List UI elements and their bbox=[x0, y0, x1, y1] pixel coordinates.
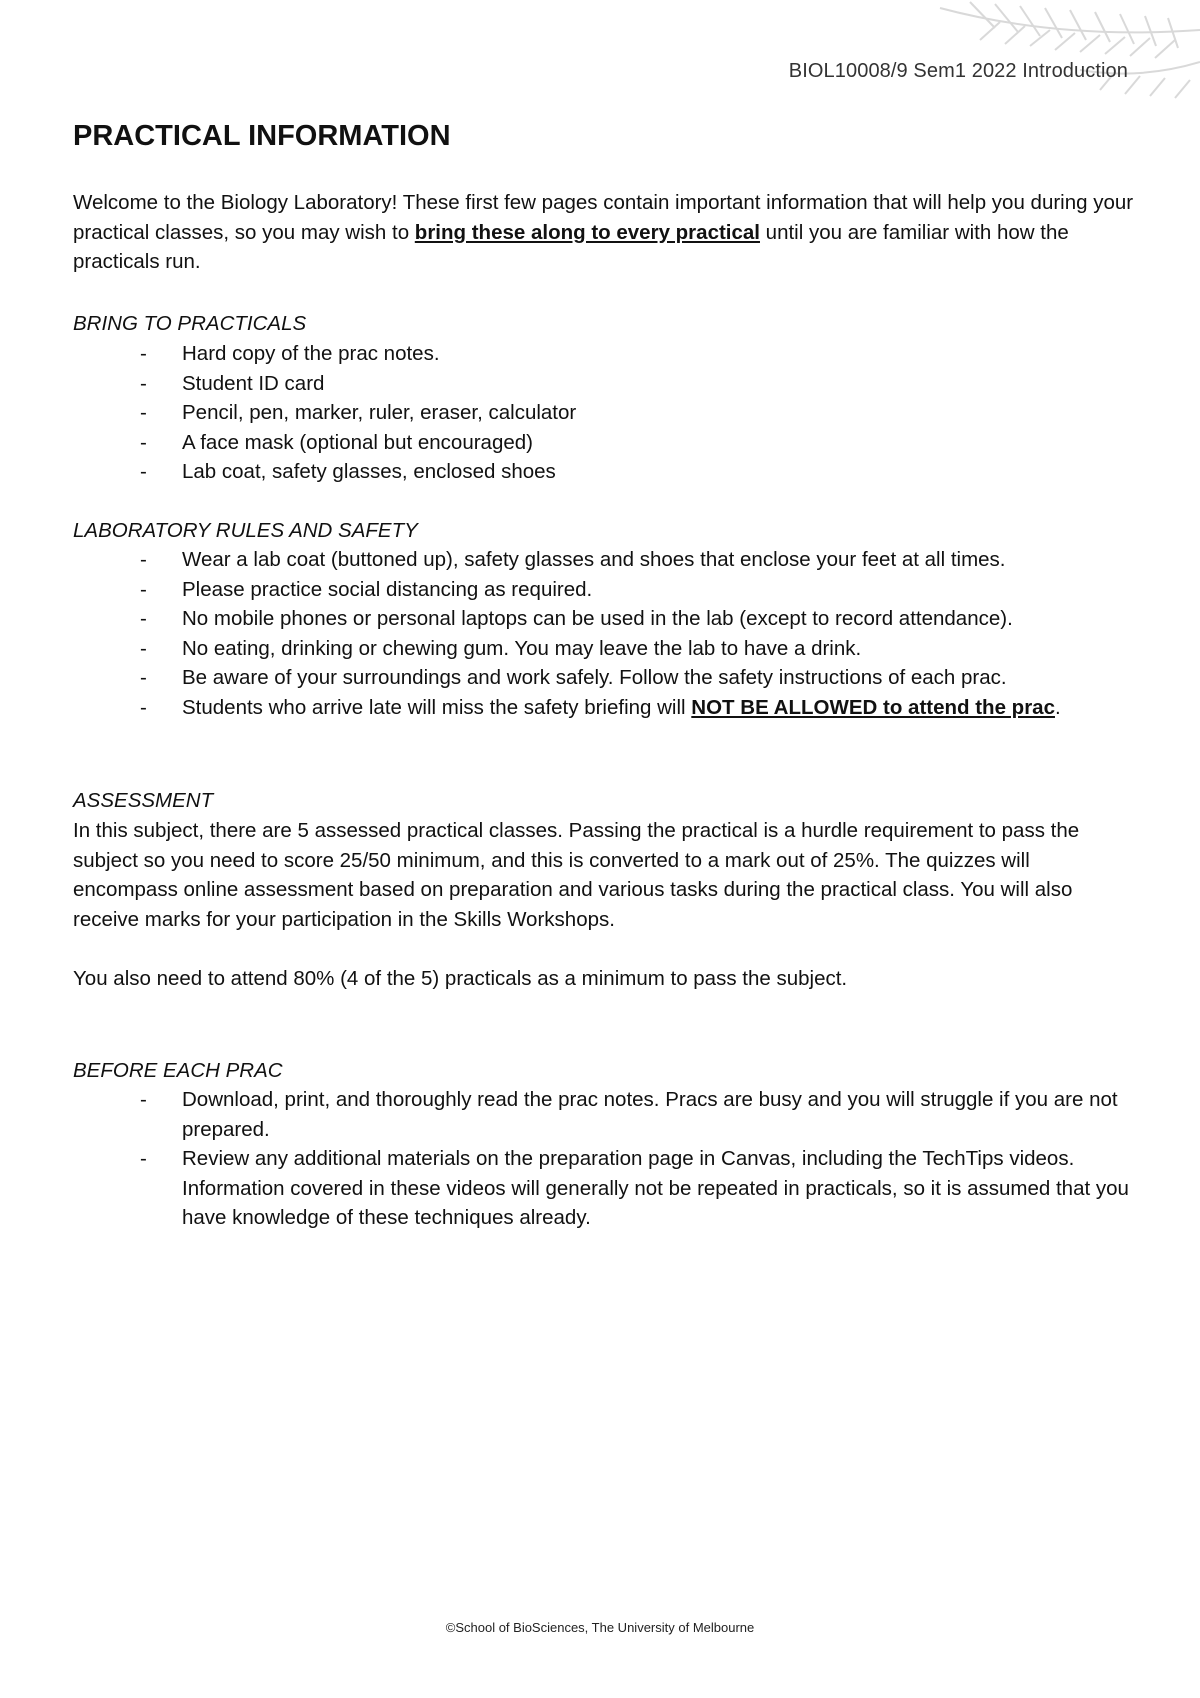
list-item-text-end: . bbox=[1054, 695, 1061, 719]
dash-bullet: - bbox=[140, 401, 147, 424]
list-item bbox=[140, 428, 1140, 458]
list-item-text: Review any additional materials on the preparation page in Canvas, including the TechTips videos. Information covered in these videos will generally not be repeated in practicals, so it is assumed that you have knowledge of these techniques already. bbox=[182, 1147, 1129, 1229]
bring-list bbox=[140, 339, 1140, 487]
dash-bullet: - bbox=[140, 607, 147, 630]
dash-bullet: - bbox=[140, 548, 147, 571]
dash-bullet: - bbox=[140, 371, 147, 395]
list-item bbox=[140, 369, 1140, 399]
section-heading-bring: BRING TO PRACTICALS bbox=[73, 312, 307, 335]
list-item bbox=[140, 1144, 1140, 1233]
assessment-paragraph: In this subject, there are 5 assessed practical classes. Passing the practical is a hurdle requirement to pass the subject so you need to score 25/50 minimum, and this is converted to a mark out of 25%. The quizzes will encompass online assessment based on preparation and various tasks during the practical class. You will also receive marks for your participation in the Skills Workshops. bbox=[73, 819, 1080, 931]
dash-bullet: - bbox=[140, 430, 147, 454]
list-item bbox=[140, 545, 1140, 575]
dash-bullet: - bbox=[140, 342, 147, 365]
list-item bbox=[140, 398, 1140, 428]
course-reference-header: BIOL10008/9 Sem1 2022 Introduction bbox=[788, 60, 1128, 82]
list-item-text: Lab coat, safety glasses, enclosed shoes bbox=[182, 460, 556, 483]
list-item-text: Download, print, and thoroughly read the prac notes. Pracs are busy and you will struggle if you are not prepared. bbox=[182, 1088, 1118, 1141]
section-heading-before: BEFORE EACH PRAC bbox=[73, 1059, 283, 1082]
before-list bbox=[140, 1085, 1140, 1233]
list-item bbox=[140, 457, 1140, 487]
dash-bullet: - bbox=[140, 460, 147, 483]
list-item bbox=[140, 575, 1140, 605]
list-item-text: A face mask (optional but encouraged) bbox=[182, 430, 533, 454]
dash-bullet: - bbox=[140, 577, 147, 601]
section-heading-assessment: ASSESSMENT bbox=[73, 789, 214, 812]
page-title: PRACTICAL INFORMATION bbox=[73, 120, 451, 152]
list-item-text: Pencil, pen, marker, ruler, eraser, calculator bbox=[182, 401, 577, 424]
list-item bbox=[140, 634, 1140, 664]
intro-text-end: until you are familiar with how the practicals run. bbox=[73, 220, 1069, 273]
dash-bullet: - bbox=[140, 666, 147, 689]
list-item bbox=[140, 604, 1140, 634]
list-item-text: No eating, drinking or chewing gum. You may leave the lab to have a drink. bbox=[182, 636, 862, 660]
palm-leaf-decoration bbox=[900, 0, 1200, 110]
intro-paragraph bbox=[73, 188, 1135, 277]
attendance-paragraph: You also need to attend 80% (4 of the 5) practicals as a minimum to pass the subject. bbox=[73, 967, 848, 990]
intro-text-start: Welcome to the Biology Laboratory! These first few pages contain important information that will help you during your practical classes, so you may wish to bbox=[73, 191, 1134, 244]
rules-list bbox=[140, 545, 1140, 722]
list-item-text: Hard copy of the prac notes. bbox=[182, 342, 440, 365]
list-item bbox=[140, 1085, 1140, 1144]
list-item bbox=[140, 693, 1140, 723]
list-item bbox=[140, 663, 1140, 693]
intro-emphasis: bring these along to every practical bbox=[414, 220, 760, 244]
list-item bbox=[140, 339, 1140, 369]
list-item-text: Wear a lab coat (buttoned up), safety glasses and shoes that enclose your feet at all times. bbox=[182, 548, 1006, 571]
list-item-text: Students who arrive late will miss the safety briefing will bbox=[182, 695, 692, 719]
list-item-text: Be aware of your surroundings and work safely. Follow the safety instructions of each prac. bbox=[182, 666, 1007, 689]
dash-bullet: - bbox=[140, 695, 147, 719]
list-item-text: Student ID card bbox=[182, 371, 325, 395]
dash-bullet: - bbox=[140, 636, 147, 660]
late-warning-emphasis: NOT BE ALLOWED to attend the prac bbox=[691, 695, 1055, 719]
list-item-text: No mobile phones or personal laptops can be used in the lab (except to record attendance). bbox=[182, 607, 1013, 630]
page-footer: ©School of BioSciences, The University of Melbourne bbox=[445, 1620, 755, 1635]
dash-bullet: - bbox=[140, 1088, 147, 1111]
dash-bullet: - bbox=[140, 1147, 147, 1170]
list-item-text: Please practice social distancing as required. bbox=[182, 577, 593, 601]
section-heading-rules: LABORATORY RULES AND SAFETY bbox=[73, 519, 418, 542]
